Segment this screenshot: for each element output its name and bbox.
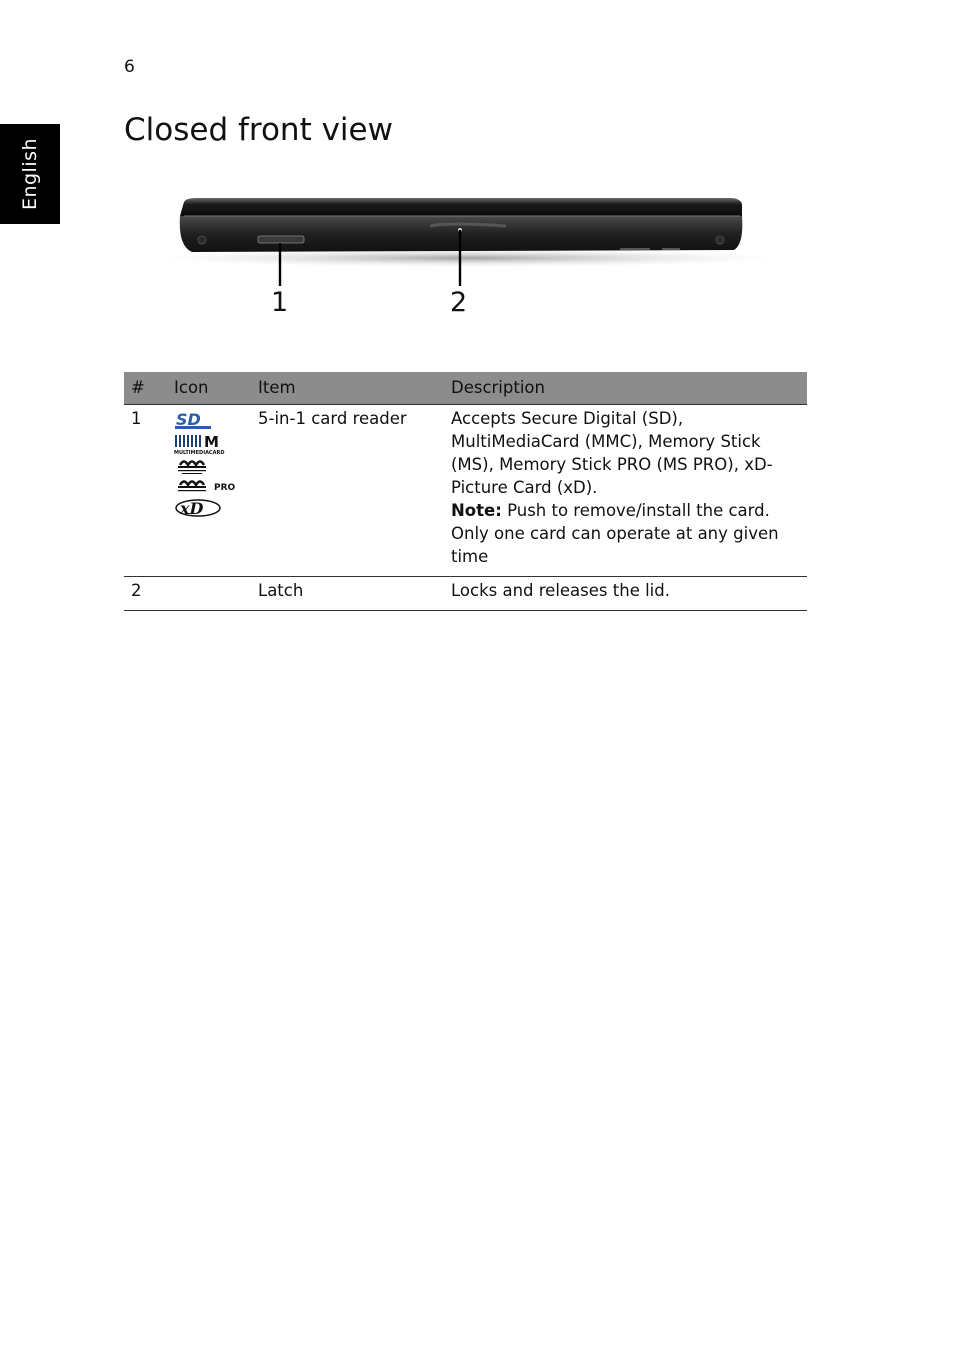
row-description: Locks and releases the lid. xyxy=(444,577,807,611)
laptop-lid xyxy=(180,198,742,216)
row-description xyxy=(444,405,807,577)
memory-stick-pro-logo-icon xyxy=(174,477,238,495)
row-icons xyxy=(167,405,251,577)
row-number: 1 xyxy=(124,405,167,577)
row-icons xyxy=(167,577,251,611)
header-icon: Icon xyxy=(167,372,251,405)
callout-label-2: 2 xyxy=(450,287,468,318)
row-item: Latch xyxy=(251,577,444,611)
svg-text:M: M xyxy=(204,433,219,451)
description-note xyxy=(451,499,801,568)
table-row xyxy=(124,405,807,577)
multimediacard-logo-icon xyxy=(174,433,230,455)
header-description: Description xyxy=(444,372,807,405)
language-side-tab-label: English xyxy=(19,137,41,211)
page-number: 6 xyxy=(124,57,135,77)
memory-stick-logo-icon xyxy=(174,457,214,475)
card-reader-slot xyxy=(258,236,304,243)
language-side-tab xyxy=(0,124,60,224)
note-label: Note: xyxy=(451,501,502,520)
row-number: 2 xyxy=(124,577,167,611)
svg-text:PRO: PRO xyxy=(214,483,236,493)
page-title: Closed front view xyxy=(124,112,393,148)
spec-table xyxy=(124,372,807,611)
laptop-front-view-figure xyxy=(150,186,790,326)
svg-text:MULTIMEDIACARD: MULTIMEDIACARD xyxy=(174,450,225,455)
xd-logo-icon xyxy=(174,497,224,519)
laptop-front-illustration xyxy=(150,186,790,326)
row-item: 5-in-1 card reader xyxy=(251,405,444,577)
table-header-row xyxy=(124,372,807,405)
sd-logo-icon xyxy=(174,411,214,431)
svg-text:SD: SD xyxy=(176,411,201,429)
callout-label-1: 1 xyxy=(271,287,289,318)
header-number: # xyxy=(124,372,167,405)
table-row xyxy=(124,577,807,611)
svg-text:xD: xD xyxy=(180,499,204,518)
header-item: Item xyxy=(251,372,444,405)
description-text: Accepts Secure Digital (SD), MultiMediaCard (MMC), Memory Stick (MS), Memory Stick PRO (MS PRO), xD-Picture Card (xD). xyxy=(451,409,773,497)
note-text: Push to remove/install the card. Only one card can operate at any given time xyxy=(451,501,779,566)
